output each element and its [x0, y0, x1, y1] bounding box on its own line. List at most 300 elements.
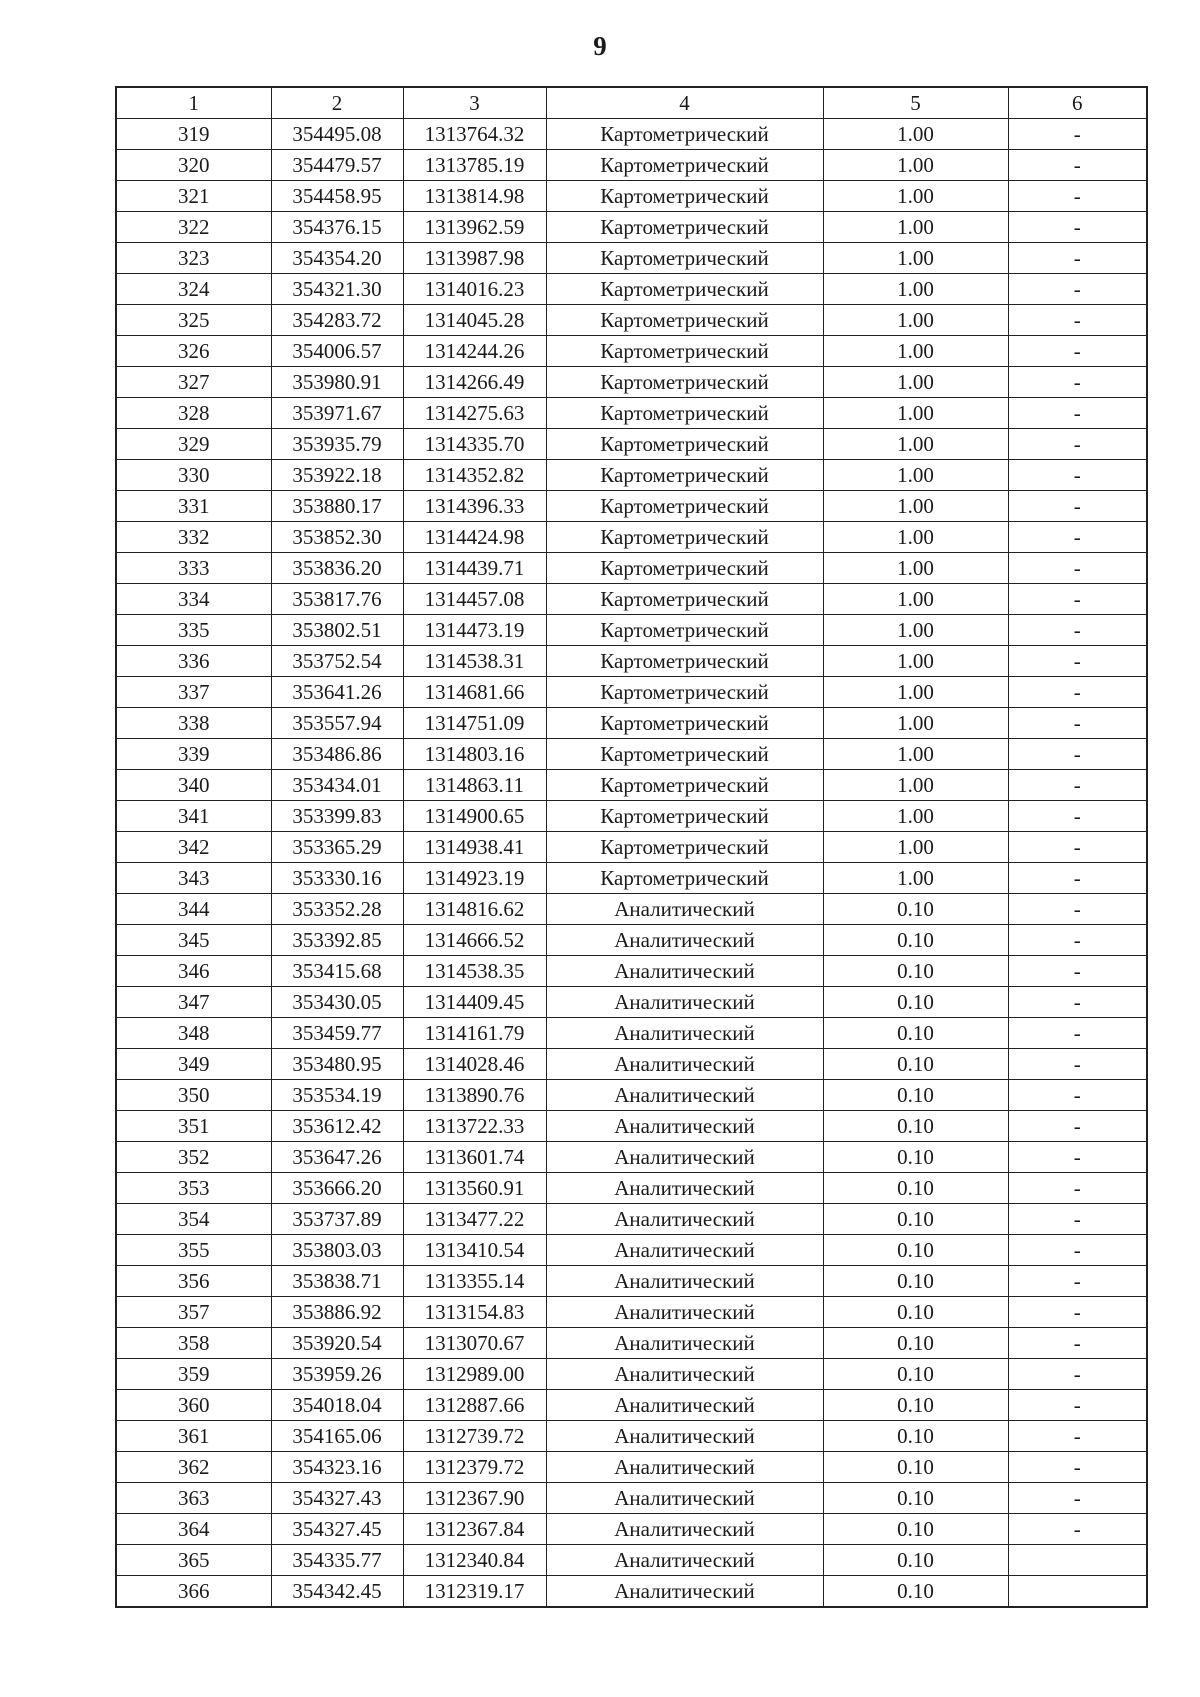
accuracy-cell: 0.10 — [823, 1328, 1008, 1359]
point-number-cell: 330 — [116, 460, 271, 491]
point-number-cell: 324 — [116, 274, 271, 305]
accuracy-cell: 1.00 — [823, 398, 1008, 429]
table-row — [116, 181, 1147, 212]
note-cell: - — [1008, 863, 1147, 894]
point-number-cell: 346 — [116, 956, 271, 987]
x-coordinate-cell: 354342.45 — [271, 1576, 403, 1608]
note-cell: - — [1008, 739, 1147, 770]
point-number-cell: 361 — [116, 1421, 271, 1452]
y-coordinate-cell: 1312379.72 — [403, 1452, 546, 1483]
y-coordinate-cell: 1313560.91 — [403, 1173, 546, 1204]
x-coordinate-cell: 353737.89 — [271, 1204, 403, 1235]
table-row — [116, 770, 1147, 801]
x-coordinate-cell: 353886.92 — [271, 1297, 403, 1328]
point-number-cell: 338 — [116, 708, 271, 739]
point-number-cell: 319 — [116, 119, 271, 150]
column-header: 3 — [403, 87, 546, 119]
point-number-cell: 333 — [116, 553, 271, 584]
x-coordinate-cell: 353920.54 — [271, 1328, 403, 1359]
accuracy-cell: 1.00 — [823, 584, 1008, 615]
accuracy-cell: 1.00 — [823, 801, 1008, 832]
method-cell: Аналитический — [546, 1545, 823, 1576]
note-cell: - — [1008, 987, 1147, 1018]
point-number-cell: 337 — [116, 677, 271, 708]
table-row — [116, 615, 1147, 646]
point-number-cell: 362 — [116, 1452, 271, 1483]
table-row — [116, 336, 1147, 367]
x-coordinate-cell: 353959.26 — [271, 1359, 403, 1390]
accuracy-cell: 0.10 — [823, 1235, 1008, 1266]
table-row — [116, 956, 1147, 987]
note-cell: - — [1008, 584, 1147, 615]
note-cell: - — [1008, 1514, 1147, 1545]
note-cell: - — [1008, 181, 1147, 212]
x-coordinate-cell: 354479.57 — [271, 150, 403, 181]
note-cell: - — [1008, 925, 1147, 956]
method-cell: Аналитический — [546, 1173, 823, 1204]
accuracy-cell: 0.10 — [823, 1173, 1008, 1204]
x-coordinate-cell: 353980.91 — [271, 367, 403, 398]
y-coordinate-cell: 1314335.70 — [403, 429, 546, 460]
y-coordinate-cell: 1314244.26 — [403, 336, 546, 367]
table-row — [116, 894, 1147, 925]
note-cell: - — [1008, 429, 1147, 460]
x-coordinate-cell: 353752.54 — [271, 646, 403, 677]
point-number-cell: 322 — [116, 212, 271, 243]
accuracy-cell: 0.10 — [823, 1359, 1008, 1390]
point-number-cell: 354 — [116, 1204, 271, 1235]
x-coordinate-cell: 353399.83 — [271, 801, 403, 832]
accuracy-cell: 0.10 — [823, 894, 1008, 925]
x-coordinate-cell: 353534.19 — [271, 1080, 403, 1111]
accuracy-cell: 0.10 — [823, 1142, 1008, 1173]
accuracy-cell: 0.10 — [823, 1421, 1008, 1452]
table-row — [116, 1576, 1147, 1608]
x-coordinate-cell: 353935.79 — [271, 429, 403, 460]
method-cell: Картометрический — [546, 212, 823, 243]
point-number-cell: 325 — [116, 305, 271, 336]
accuracy-cell: 1.00 — [823, 212, 1008, 243]
table-row — [116, 305, 1147, 336]
note-cell: - — [1008, 1297, 1147, 1328]
note-cell: - — [1008, 1142, 1147, 1173]
x-coordinate-cell: 353459.77 — [271, 1018, 403, 1049]
method-cell: Картометрический — [546, 305, 823, 336]
method-cell: Аналитический — [546, 1390, 823, 1421]
x-coordinate-cell: 354335.77 — [271, 1545, 403, 1576]
x-coordinate-cell: 354458.95 — [271, 181, 403, 212]
table-row — [116, 1142, 1147, 1173]
table-row — [116, 584, 1147, 615]
point-number-cell: 349 — [116, 1049, 271, 1080]
accuracy-cell: 0.10 — [823, 1545, 1008, 1576]
x-coordinate-cell: 354327.45 — [271, 1514, 403, 1545]
table-header-row — [116, 87, 1147, 119]
column-header: 5 — [823, 87, 1008, 119]
table-row — [116, 243, 1147, 274]
y-coordinate-cell: 1312887.66 — [403, 1390, 546, 1421]
accuracy-cell: 1.00 — [823, 615, 1008, 646]
point-number-cell: 359 — [116, 1359, 271, 1390]
table-row — [116, 801, 1147, 832]
accuracy-cell: 1.00 — [823, 305, 1008, 336]
accuracy-cell: 0.10 — [823, 1483, 1008, 1514]
table-row — [116, 429, 1147, 460]
table-row — [116, 522, 1147, 553]
note-cell: - — [1008, 1452, 1147, 1483]
point-number-cell: 334 — [116, 584, 271, 615]
x-coordinate-cell: 353434.01 — [271, 770, 403, 801]
note-cell — [1008, 1545, 1147, 1576]
accuracy-cell: 1.00 — [823, 863, 1008, 894]
note-cell: - — [1008, 1049, 1147, 1080]
accuracy-cell: 0.10 — [823, 1390, 1008, 1421]
accuracy-cell: 0.10 — [823, 956, 1008, 987]
y-coordinate-cell: 1312367.84 — [403, 1514, 546, 1545]
y-coordinate-cell: 1313355.14 — [403, 1266, 546, 1297]
point-number-cell: 327 — [116, 367, 271, 398]
x-coordinate-cell: 353365.29 — [271, 832, 403, 863]
method-cell: Аналитический — [546, 1204, 823, 1235]
accuracy-cell: 0.10 — [823, 1297, 1008, 1328]
accuracy-cell: 1.00 — [823, 274, 1008, 305]
point-number-cell: 341 — [116, 801, 271, 832]
table-row — [116, 1483, 1147, 1514]
method-cell: Картометрический — [546, 243, 823, 274]
accuracy-cell: 1.00 — [823, 181, 1008, 212]
y-coordinate-cell: 1314681.66 — [403, 677, 546, 708]
method-cell: Аналитический — [546, 1111, 823, 1142]
table-row — [116, 367, 1147, 398]
x-coordinate-cell: 354495.08 — [271, 119, 403, 150]
x-coordinate-cell: 353480.95 — [271, 1049, 403, 1080]
method-cell: Аналитический — [546, 1266, 823, 1297]
y-coordinate-cell: 1314666.52 — [403, 925, 546, 956]
method-cell: Аналитический — [546, 1483, 823, 1514]
table-body — [116, 119, 1147, 1608]
y-coordinate-cell: 1312739.72 — [403, 1421, 546, 1452]
accuracy-cell: 1.00 — [823, 708, 1008, 739]
point-number-cell: 335 — [116, 615, 271, 646]
accuracy-cell: 1.00 — [823, 553, 1008, 584]
method-cell: Картометрический — [546, 832, 823, 863]
y-coordinate-cell: 1313962.59 — [403, 212, 546, 243]
y-coordinate-cell: 1314863.11 — [403, 770, 546, 801]
y-coordinate-cell: 1314803.16 — [403, 739, 546, 770]
table-row — [116, 491, 1147, 522]
method-cell: Аналитический — [546, 1297, 823, 1328]
y-coordinate-cell: 1314457.08 — [403, 584, 546, 615]
x-coordinate-cell: 354376.15 — [271, 212, 403, 243]
y-coordinate-cell: 1314016.23 — [403, 274, 546, 305]
note-cell: - — [1008, 491, 1147, 522]
y-coordinate-cell: 1314352.82 — [403, 460, 546, 491]
note-cell: - — [1008, 956, 1147, 987]
point-number-cell: 344 — [116, 894, 271, 925]
method-cell: Картометрический — [546, 739, 823, 770]
table-row — [116, 1235, 1147, 1266]
table-row — [116, 1049, 1147, 1080]
accuracy-cell: 1.00 — [823, 491, 1008, 522]
y-coordinate-cell: 1314424.98 — [403, 522, 546, 553]
accuracy-cell: 1.00 — [823, 677, 1008, 708]
accuracy-cell: 0.10 — [823, 1049, 1008, 1080]
y-coordinate-cell: 1314938.41 — [403, 832, 546, 863]
method-cell: Картометрический — [546, 491, 823, 522]
point-number-cell: 343 — [116, 863, 271, 894]
method-cell: Аналитический — [546, 1359, 823, 1390]
point-number-cell: 323 — [116, 243, 271, 274]
note-cell: - — [1008, 522, 1147, 553]
page-number: 9 — [593, 31, 607, 61]
point-number-cell: 356 — [116, 1266, 271, 1297]
note-cell: - — [1008, 1483, 1147, 1514]
accuracy-cell: 0.10 — [823, 1514, 1008, 1545]
note-cell: - — [1008, 305, 1147, 336]
y-coordinate-cell: 1314538.35 — [403, 956, 546, 987]
note-cell: - — [1008, 150, 1147, 181]
method-cell: Картометрический — [546, 646, 823, 677]
note-cell: - — [1008, 770, 1147, 801]
method-cell: Картометрический — [546, 522, 823, 553]
point-number-cell: 332 — [116, 522, 271, 553]
accuracy-cell: 0.10 — [823, 1204, 1008, 1235]
table-row — [116, 212, 1147, 243]
x-coordinate-cell: 353557.94 — [271, 708, 403, 739]
table-row — [116, 1111, 1147, 1142]
x-coordinate-cell: 353330.16 — [271, 863, 403, 894]
note-cell: - — [1008, 367, 1147, 398]
table-row — [116, 1545, 1147, 1576]
x-coordinate-cell: 353836.20 — [271, 553, 403, 584]
point-number-cell: 320 — [116, 150, 271, 181]
table-row — [116, 398, 1147, 429]
y-coordinate-cell: 1314538.31 — [403, 646, 546, 677]
point-number-cell: 331 — [116, 491, 271, 522]
note-cell: - — [1008, 1390, 1147, 1421]
table-row — [116, 1452, 1147, 1483]
point-number-cell: 353 — [116, 1173, 271, 1204]
point-number-cell: 329 — [116, 429, 271, 460]
column-header: 4 — [546, 87, 823, 119]
accuracy-cell: 1.00 — [823, 522, 1008, 553]
x-coordinate-cell: 354283.72 — [271, 305, 403, 336]
note-cell — [1008, 1576, 1147, 1608]
table-row — [116, 274, 1147, 305]
table-row — [116, 1266, 1147, 1297]
y-coordinate-cell: 1313722.33 — [403, 1111, 546, 1142]
table-row — [116, 677, 1147, 708]
method-cell: Аналитический — [546, 1235, 823, 1266]
y-coordinate-cell: 1313410.54 — [403, 1235, 546, 1266]
column-header: 6 — [1008, 87, 1147, 119]
table-row — [116, 832, 1147, 863]
note-cell: - — [1008, 398, 1147, 429]
table-row — [116, 1080, 1147, 1111]
y-coordinate-cell: 1312989.00 — [403, 1359, 546, 1390]
method-cell: Картометрический — [546, 429, 823, 460]
x-coordinate-cell: 354006.57 — [271, 336, 403, 367]
note-cell: - — [1008, 832, 1147, 863]
accuracy-cell: 0.10 — [823, 1452, 1008, 1483]
note-cell: - — [1008, 894, 1147, 925]
x-coordinate-cell: 354321.30 — [271, 274, 403, 305]
accuracy-cell: 0.10 — [823, 987, 1008, 1018]
x-coordinate-cell: 354327.43 — [271, 1483, 403, 1514]
table-row — [116, 1173, 1147, 1204]
x-coordinate-cell: 353922.18 — [271, 460, 403, 491]
y-coordinate-cell: 1314409.45 — [403, 987, 546, 1018]
note-cell: - — [1008, 119, 1147, 150]
table-row — [116, 150, 1147, 181]
coordinates-table — [115, 86, 1148, 1608]
note-cell: - — [1008, 708, 1147, 739]
method-cell: Картометрический — [546, 336, 823, 367]
y-coordinate-cell: 1314396.33 — [403, 491, 546, 522]
method-cell: Картометрический — [546, 181, 823, 212]
point-number-cell: 321 — [116, 181, 271, 212]
method-cell: Картометрический — [546, 150, 823, 181]
note-cell: - — [1008, 1359, 1147, 1390]
point-number-cell: 326 — [116, 336, 271, 367]
method-cell: Картометрический — [546, 119, 823, 150]
note-cell: - — [1008, 1328, 1147, 1359]
point-number-cell: 352 — [116, 1142, 271, 1173]
x-coordinate-cell: 353666.20 — [271, 1173, 403, 1204]
method-cell: Картометрический — [546, 615, 823, 646]
x-coordinate-cell: 353486.86 — [271, 739, 403, 770]
y-coordinate-cell: 1314439.71 — [403, 553, 546, 584]
accuracy-cell: 1.00 — [823, 739, 1008, 770]
x-coordinate-cell: 353838.71 — [271, 1266, 403, 1297]
table-row — [116, 1514, 1147, 1545]
method-cell: Аналитический — [546, 1080, 823, 1111]
point-number-cell: 364 — [116, 1514, 271, 1545]
note-cell: - — [1008, 1018, 1147, 1049]
method-cell: Картометрический — [546, 398, 823, 429]
x-coordinate-cell: 353641.26 — [271, 677, 403, 708]
x-coordinate-cell: 353415.68 — [271, 956, 403, 987]
point-number-cell: 348 — [116, 1018, 271, 1049]
y-coordinate-cell: 1313785.19 — [403, 150, 546, 181]
note-cell: - — [1008, 1266, 1147, 1297]
y-coordinate-cell: 1313601.74 — [403, 1142, 546, 1173]
x-coordinate-cell: 354165.06 — [271, 1421, 403, 1452]
note-cell: - — [1008, 1421, 1147, 1452]
method-cell: Аналитический — [546, 1421, 823, 1452]
accuracy-cell: 1.00 — [823, 243, 1008, 274]
table-row — [116, 1297, 1147, 1328]
y-coordinate-cell: 1313154.83 — [403, 1297, 546, 1328]
accuracy-cell: 0.10 — [823, 925, 1008, 956]
note-cell: - — [1008, 1080, 1147, 1111]
y-coordinate-cell: 1314266.49 — [403, 367, 546, 398]
x-coordinate-cell: 353852.30 — [271, 522, 403, 553]
point-number-cell: 351 — [116, 1111, 271, 1142]
accuracy-cell: 0.10 — [823, 1576, 1008, 1608]
note-cell: - — [1008, 460, 1147, 491]
table-row — [116, 1204, 1147, 1235]
method-cell: Аналитический — [546, 1452, 823, 1483]
y-coordinate-cell: 1314275.63 — [403, 398, 546, 429]
point-number-cell: 347 — [116, 987, 271, 1018]
method-cell: Аналитический — [546, 1514, 823, 1545]
table-row — [116, 739, 1147, 770]
method-cell: Картометрический — [546, 801, 823, 832]
table-row — [116, 1390, 1147, 1421]
column-header: 1 — [116, 87, 271, 119]
point-number-cell: 357 — [116, 1297, 271, 1328]
coordinates-table-container — [115, 86, 1146, 1608]
x-coordinate-cell: 354354.20 — [271, 243, 403, 274]
point-number-cell: 360 — [116, 1390, 271, 1421]
y-coordinate-cell: 1314161.79 — [403, 1018, 546, 1049]
y-coordinate-cell: 1313987.98 — [403, 243, 546, 274]
point-number-cell: 358 — [116, 1328, 271, 1359]
method-cell: Картометрический — [546, 677, 823, 708]
table-row — [116, 1359, 1147, 1390]
table-row — [116, 119, 1147, 150]
y-coordinate-cell: 1314816.62 — [403, 894, 546, 925]
y-coordinate-cell: 1314473.19 — [403, 615, 546, 646]
note-cell: - — [1008, 553, 1147, 584]
note-cell: - — [1008, 212, 1147, 243]
x-coordinate-cell: 354018.04 — [271, 1390, 403, 1421]
method-cell: Аналитический — [546, 1576, 823, 1608]
method-cell: Картометрический — [546, 274, 823, 305]
accuracy-cell: 0.10 — [823, 1111, 1008, 1142]
table-row — [116, 1421, 1147, 1452]
point-number-cell: 336 — [116, 646, 271, 677]
y-coordinate-cell: 1314045.28 — [403, 305, 546, 336]
method-cell: Картометрический — [546, 770, 823, 801]
note-cell: - — [1008, 1204, 1147, 1235]
x-coordinate-cell: 353612.42 — [271, 1111, 403, 1142]
point-number-cell: 363 — [116, 1483, 271, 1514]
method-cell: Аналитический — [546, 987, 823, 1018]
y-coordinate-cell: 1313477.22 — [403, 1204, 546, 1235]
point-number-cell: 339 — [116, 739, 271, 770]
method-cell: Картометрический — [546, 460, 823, 491]
method-cell: Аналитический — [546, 1328, 823, 1359]
table-row — [116, 553, 1147, 584]
x-coordinate-cell: 353352.28 — [271, 894, 403, 925]
x-coordinate-cell: 353430.05 — [271, 987, 403, 1018]
y-coordinate-cell: 1313890.76 — [403, 1080, 546, 1111]
x-coordinate-cell: 353647.26 — [271, 1142, 403, 1173]
accuracy-cell: 1.00 — [823, 460, 1008, 491]
accuracy-cell: 0.10 — [823, 1266, 1008, 1297]
x-coordinate-cell: 353802.51 — [271, 615, 403, 646]
point-number-cell: 328 — [116, 398, 271, 429]
table-row — [116, 863, 1147, 894]
note-cell: - — [1008, 801, 1147, 832]
accuracy-cell: 1.00 — [823, 429, 1008, 460]
method-cell: Картометрический — [546, 553, 823, 584]
accuracy-cell: 1.00 — [823, 832, 1008, 863]
table-row — [116, 708, 1147, 739]
method-cell: Аналитический — [546, 1142, 823, 1173]
x-coordinate-cell: 354323.16 — [271, 1452, 403, 1483]
method-cell: Аналитический — [546, 1018, 823, 1049]
accuracy-cell: 1.00 — [823, 770, 1008, 801]
accuracy-cell: 1.00 — [823, 119, 1008, 150]
accuracy-cell: 0.10 — [823, 1018, 1008, 1049]
note-cell: - — [1008, 243, 1147, 274]
y-coordinate-cell: 1312319.17 — [403, 1576, 546, 1608]
accuracy-cell: 0.10 — [823, 1080, 1008, 1111]
method-cell: Аналитический — [546, 925, 823, 956]
